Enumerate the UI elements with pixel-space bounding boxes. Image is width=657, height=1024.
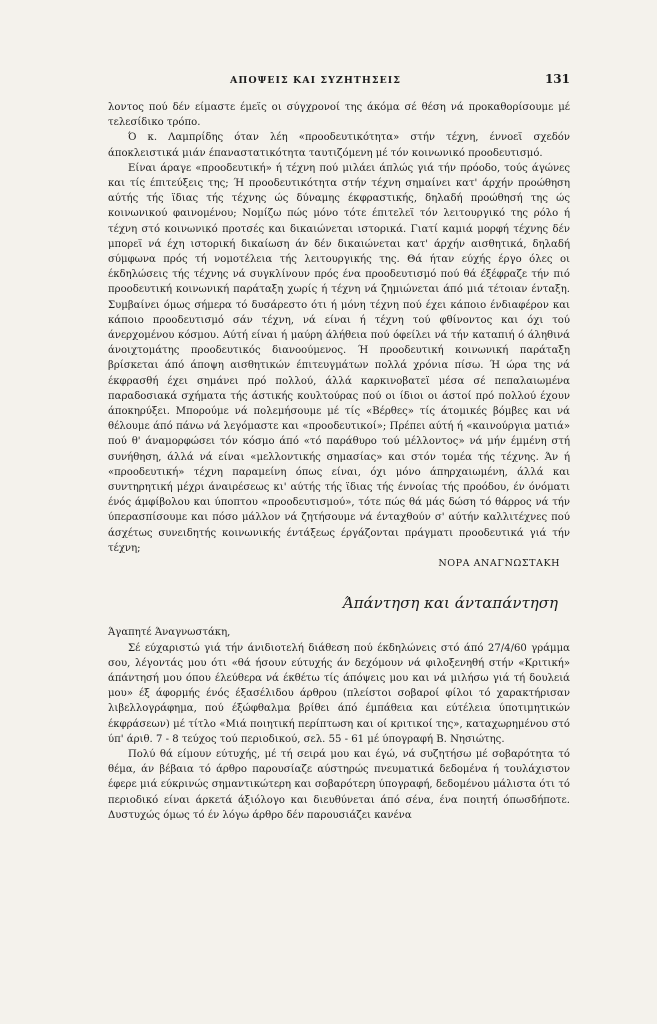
paragraph: Ό κ. Λαμπρίδης όταν λέη «προοδευτικότητα» στήν τέχνη, έννοεϊ σχεδόν άποκλειστικά μιάν έπαναστατικότητα ταυτιζόμενη μέ τόν κοινωνικό προοδευτισμό.: [108, 132, 570, 159]
paragraph: Είναι άραγε «προοδευτική» ή τέχνη πού μιλάει άπλώς γιά τήν πρόοδο, τούς άγώνες και τίς έπιτεύξεις της; Ή προοδευτικότητα στήν τέχνη σημαίνει κατ' άρχήν προώθηση αύτής τής ϊδιας τής τέχνης ώς δύναμης έκφραστικής, δηλαδή προώθησή της ώς κοινωνικού φαινομένου; Νομίζω πώς μόνο τότε έπιτελεϊ τόν λειτουργικό της ρόλο ή τέχνη στό κοινωνικό προτσές και δικαιώνεται ιστορικά. Γιατί καμιά μορφή τέχνης δέν μπορεϊ νά έχη ιστορική δικαίωση άν δέν δικαιώνεται κατ' άρχήν αισθητικά, δηλαδή σύμφωνα πρός τή νομοτέλεια τής λειτουργικής της. Θά ήταν εύχής έργο όλες οι έκδηλώσεις τής τέχνης νά συγκλίνουν πρός ένα προοδευτισμό πού θά έξέφραζε τήν πιό προοδευτική κοινωνική παράταξη χωρίς ή τέχνη νά ζημιώνεται άπό μιά τέτοιαν ένταξη. Συμβαίνει όμως σήμερα τό δυσάρεστο ότι ή μόνη τέχνη πού έχει κάποιο ένδιαφέρον και κάποιο προοδευτισμό σάν τέχνη, νά είναι ή τέχνη τού φθίνοντος και όχι τού άνερχομένου κόσμου. Αύτή είναι ή μαύρη άλήθεια πού όφείλει νά τήν καταπιή ό άληθινά άνοιχτομάτης προοδευτικός διανοούμενος. Ή προοδευτική κοινωνική παράταξη βρίσκεται άπό άποψη αισθητικών έπιτευγμάτων πολλά χρόνια πίσω. Ή ώρα της νά έκφρασθή έχει σημάνει πρό πολλού, άλλά καρκινοβατεϊ μέσα σέ πεπαλαιωμένα παραδοσιακά σχήματα τής άστικής κουλτούρας πού οι ίδιοι οι άστοί πρό πολλού έχουν άποκηρύξει. Μπορούμε νά πολεμήσουμε μέ τίς «Βέρθες» τίς άτομικές βόμβες και νά θέλουμε άπό πάνω νά λεγόμαστε και «προοδευτικοί»; Πρέπει αύτή ή «καινούργια ματιά» πού θ' άναμορφώσει τόν κόσμο άπό «τό παράθυρο τού μέλλοντος» νά μήν έμμένη στή συνήθηση, άλλά νά είναι «μελλοντικής σημασίας» και στόν τομέα τής τέχνης. Άν ή «προοδευτική» τέχνη παραμείνη όπως είναι, όχι μόνο άπηρχαιωμένη, άλλά και συντηρητική μέχρι άναιρέσεως κι' αύτής τής ϊδιας τής έννοίας τής προόδου, έν όνόματι ένός άμφίβολου και ύποπτου «προοδευτισμού», τότε πώς θά μάς δώση τό θάρρος νά τήν ύπερασπίσουμε και πόσο μάλλον νά ζητήσουμε νά ένταχθούν σ' αύτήν καλλιτέχνες πού άσχέτως συνειδητής κοινωνικής έντάξεως έργάζονται πράγματι προοδευτικά γιά τήν τέχνη;: [108, 162, 570, 554]
paragraph: Σέ εύχαριστώ γιά τήν άνιδιοτελή διάθεση πού έκδηλώνεις στό άπό 27/4/60 γράμμα σου, λέγοντάς μου ότι «θά ήσουν εύτυχής άν δεχόμουν νά φιλοξενηθή στήν «Κριτική» άπάντησή μου όπου έλεύθερα νά έκθέτω τίς άπόψεις μου και νά μιλήσω γιά τή δουλειά μου» έξ άφορμής ένός έξασέλιδου άρθρου (πλείστοι σοβαροί φίλοι τό χαρακτήρισαν λιβελλογράφημα, πού έξώφθαλμα βρίθει άπό έμπάθεια και εύτέλεια ύποτιμητικών έκφράσεων) μέ τίτλο «Μιά ποιητική περίπτωση και οί κριτικοί της», καταχωρημένου στό ύπ' άριθ. 7 - 8 τεύχος τού περιοδικού, σελ. 55 - 61 μέ ύπογραφή Β. Νησιώτης.: [108, 642, 570, 745]
author-signature: ΝΟΡΑ ΑΝΑΓΝΩΣΤΑΚΗ: [438, 558, 560, 570]
page-body: [108, 100, 570, 823]
paragraph: λοντος πού δέν είμαστε έμεϊς οι σύγχρονοί της άκόμα σέ θέση νά προκαθορίσουμε μέ τελεσίδικο τρόπο.: [108, 102, 570, 129]
section-title: Άπάντηση και άνταπάντηση: [342, 594, 558, 613]
salutation: Άγαπητέ Άναγνωστάκη,: [108, 627, 231, 639]
paragraph: Πολύ θά είμουν εύτυχής, μέ τή σειρά μου και έγώ, νά συζητήσω μέ σοβαρότητα τό θέμα, άν βέβαια τό άρθρο παρουσίαζε αύστηρώς πνευματικά δεδομένα ή τουλάχιστον έφερε μιά εύκρινώς σημαντικώτερη και σοβαρότερη ύπογραφή, δεδομένου μάλιστα ότι τό περιοδικό είναι άρκετά άξιόλογο και διευθύνεται άπό σένα, ένα ποιητή όπωσδήποτε. Δυστυχώς όμως τό έν λόγω άρθρο δέν παρουσιάζει κανένα: [108, 748, 570, 821]
running-title: ΑΠΟΨΕΙΣ ΚΑΙ ΣΥΖΗΤΗΣΕΙΣ: [230, 75, 401, 86]
page-header: [108, 72, 570, 86]
page-number: 131: [544, 72, 570, 86]
